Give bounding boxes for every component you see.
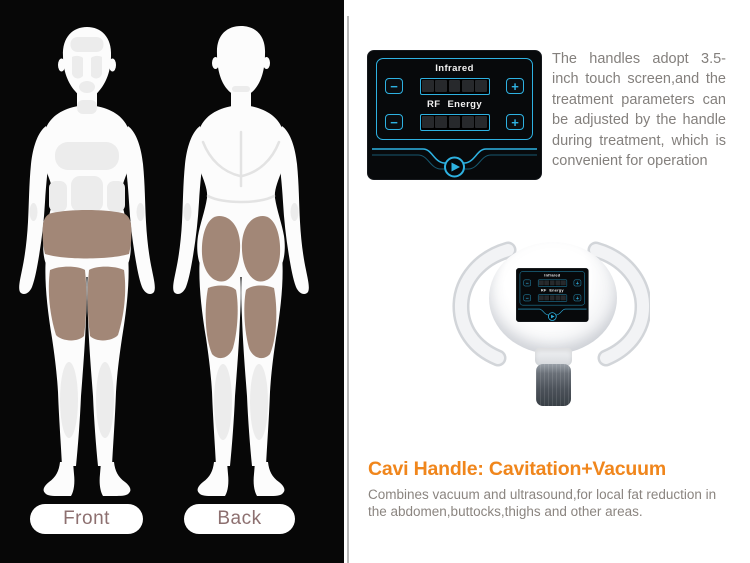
infrared-row: [383, 76, 526, 96]
touchscreen-control-panel: [376, 58, 533, 140]
infrared-label: Infrared: [435, 63, 474, 74]
handle-metal-tip: [536, 364, 571, 406]
level-segment: [422, 116, 434, 128]
touchscreen: [516, 268, 589, 322]
play-button[interactable]: [445, 158, 464, 177]
infrared-minus-button: [523, 280, 530, 287]
front-view-label[interactable]: [30, 504, 143, 534]
handle-description-text: The handles adopt 3.5-inch touch screen,and the treatment parameters can be adjusted by the handle during treatment, which is convenient for operation: [552, 51, 726, 170]
cavi-handle-photo: [450, 236, 650, 408]
level-segment: [561, 280, 566, 285]
level-segment: [561, 295, 566, 300]
handle-touchscreen-image: [367, 50, 542, 180]
touchscreen: [367, 50, 542, 180]
rf-minus-button[interactable]: [385, 114, 403, 130]
minus-icon: −: [525, 279, 529, 287]
minus-icon: −: [390, 78, 398, 94]
handle-mini-screen: [516, 268, 589, 322]
back-view-label[interactable]: [184, 504, 295, 534]
front-label-text: Front: [63, 508, 110, 529]
rf-plus-button[interactable]: [506, 114, 524, 130]
level-segment: [544, 295, 549, 300]
level-segment: [539, 280, 544, 285]
front-figure: [19, 27, 155, 496]
infrared-level-display: [538, 279, 567, 286]
level-segment: [435, 80, 447, 92]
level-segment: [449, 80, 461, 92]
level-segment: [435, 116, 447, 128]
infrared-level-display: [420, 78, 490, 95]
infrared-minus-button[interactable]: [385, 78, 403, 94]
plus-icon: +: [511, 114, 519, 130]
minus-icon: −: [390, 114, 398, 130]
level-segment: [550, 280, 555, 285]
panel-divider-line: [347, 16, 349, 563]
minus-icon: −: [525, 294, 529, 301]
level-segment: [550, 295, 555, 300]
infrared-plus-button[interactable]: [506, 78, 524, 94]
level-segment: [555, 295, 560, 300]
level-segment: [544, 280, 549, 285]
touchscreen-footer: [368, 141, 541, 181]
level-segment: [449, 116, 461, 128]
rf-plus-button: [574, 295, 581, 302]
body-diagram-panel: [0, 0, 344, 563]
level-segment: [462, 80, 474, 92]
plus-icon: +: [575, 279, 579, 287]
rf-minus-button: [523, 295, 530, 302]
cavi-handle-description: Combines vacuum and ultrasound,for local fat reduction in the abdomen,buttocks,thighs and other areas.: [368, 487, 717, 519]
infrared-plus-button: [574, 280, 581, 287]
back-label-text: Back: [217, 508, 262, 529]
rf-level-display: [538, 294, 567, 301]
level-segment: [462, 116, 474, 128]
play-button: [548, 313, 556, 321]
level-segment: [475, 80, 487, 92]
rf-energy-label: RF Energy: [426, 99, 483, 110]
rf-level-display: [420, 114, 490, 131]
rf-energy-row: [383, 112, 526, 132]
back-figure: [173, 26, 309, 496]
plus-icon: +: [511, 78, 519, 94]
rf-energy-label: RF Energy: [540, 288, 564, 293]
level-segment: [422, 80, 434, 92]
level-segment: [539, 295, 544, 300]
level-segment: [555, 280, 560, 285]
plus-icon: +: [575, 294, 579, 301]
infrared-label: Infrared: [544, 273, 561, 278]
cavi-handle-heading: Cavi Handle: Cavitation+Vacuum: [368, 458, 666, 480]
level-segment: [475, 116, 487, 128]
body-figures-illustration: [0, 0, 344, 563]
